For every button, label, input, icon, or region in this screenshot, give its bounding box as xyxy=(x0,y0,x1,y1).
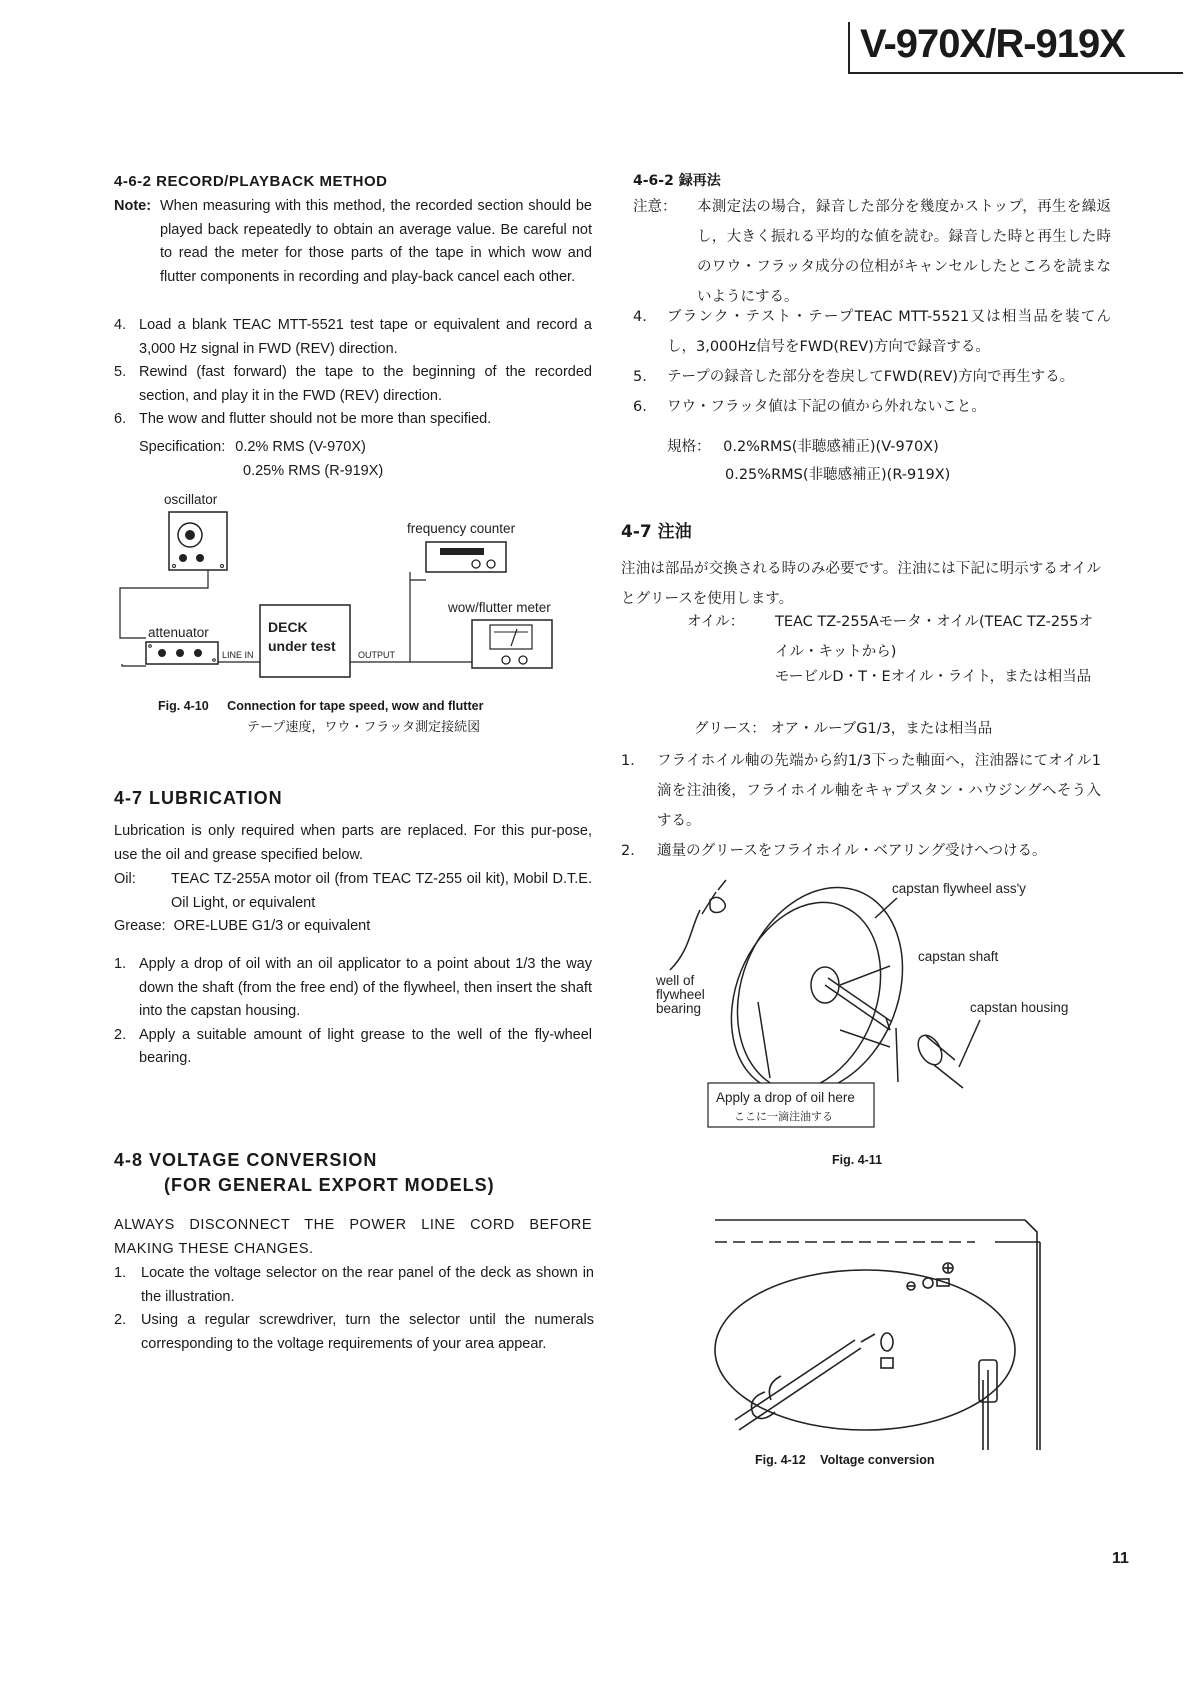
wow-flutter-meter-label: wow/flutter meter xyxy=(448,600,551,615)
list-item: 4. ブランク・テスト・テープTEAC MTT-5521又は相当品を装てんし，3,000Hz信号をFWD(REV)方向で録音する。 xyxy=(633,309,1111,355)
title-divider-horizontal xyxy=(848,72,1183,74)
oil-label: Oil: xyxy=(114,871,136,887)
rear-panel-drawing xyxy=(715,1220,1040,1450)
jp-heading-4-6-2: 4-6-2 録再法 xyxy=(633,173,721,189)
attenuator-icon xyxy=(146,642,218,664)
jp-note-block xyxy=(633,192,1111,312)
jp-record-playback-steps xyxy=(633,302,1111,422)
grease-spec xyxy=(114,915,370,939)
list-item: 1. Apply a drop of oil with an oil applicator to a point about 1/3 the way down the shaft (from the free end) of the flywheel, then insert the shaft into the capstan housing. xyxy=(114,956,592,1019)
jp-spec-value-v970x: 0.2%RMS(非聴感補正)(V-970X) xyxy=(723,439,939,455)
title-divider-vertical xyxy=(848,22,850,74)
list-item: 1. Locate the voltage selector on the rear panel of the deck as shown in the illustration. xyxy=(114,1265,594,1305)
list-item: 2． 適量のグリースをフライホイル・ベアリング受けへつける。 xyxy=(621,843,1047,859)
note-text: When measuring with this method, the recorded section should be played back repeatedly to obtain an average value. Be careful not to read the meter for those parts of the tape in which wow and flutter components in recording and play-back cancel each other. xyxy=(160,198,592,285)
jp-spec-value-r919x: 0.25%RMS(非聴感補正)(R-919X) xyxy=(725,467,951,483)
caption-text: Connection for tape speed, wow and flutter xyxy=(227,699,484,713)
page-number: 11 xyxy=(1112,1550,1129,1567)
connection-diagram xyxy=(110,488,590,688)
model-title: V-970X/R-919X xyxy=(860,22,1125,66)
record-playback-steps xyxy=(114,314,592,432)
jp-spec-label: 規格： xyxy=(667,439,711,455)
jp-lubrication-steps xyxy=(621,746,1101,866)
section-subheading-4-8: (FOR GENERAL EXPORT MODELS) xyxy=(164,1175,495,1195)
list-item: 5. Rewind (fast forward) the tape to the beginning of the recorded section, and play it in the FWD (REV) direction. xyxy=(114,364,592,404)
jp-grease-spec xyxy=(694,714,992,744)
list-item: 5. テープの録音した部分を巻戻してFWD(REV)方向で再生する。 xyxy=(633,369,1075,385)
section-heading-4-6-2: 4-6-2 RECORD/PLAYBACK METHOD xyxy=(114,173,388,190)
list-item: 2. Apply a suitable amount of light grease to the well of the fly-wheel bearing. xyxy=(114,1026,592,1066)
wow-flutter-meter-icon xyxy=(472,620,552,668)
well-label-line-1: well of xyxy=(656,973,695,988)
grease-label: Grease: xyxy=(114,918,166,934)
apply-oil-label: Apply a drop of oil here xyxy=(716,1090,855,1105)
note-label: Note: xyxy=(114,198,152,214)
jp-specification-line-1 xyxy=(667,432,939,462)
oscillator-icon xyxy=(169,512,227,570)
list-item: 4. Load a blank TEAC MTT-5521 test tape or equivalent and record a 3,000 Hz signal in FWD (REV) direction. xyxy=(114,317,592,357)
under-test-label: under test xyxy=(268,638,336,654)
jp-grease-label: グリース： xyxy=(694,721,766,737)
fig-4-11-caption: Fig. 4-11 xyxy=(832,1153,883,1167)
voltage-warning: ALWAYS DISCONNECT THE POWER LINE CORD BEFORE MAKING THESE CHANGES. xyxy=(114,1217,592,1257)
well-label-line-2: flywheel xyxy=(656,987,705,1002)
jp-oil-label: オイル： xyxy=(687,614,745,630)
caption-text: Voltage conversion xyxy=(820,1453,935,1467)
section-heading-4-8: 4-8 VOLTAGE CONVERSION xyxy=(114,1150,378,1170)
grease-text: ORE-LUBE G1/3 or equivalent xyxy=(173,918,371,934)
spec-value-r919x: 0.25% RMS (R-919X) xyxy=(243,463,384,479)
lubrication-intro: Lubrication is only required when parts are replaced. For this pur-pose, use the oil and grease specified below. xyxy=(114,823,592,863)
spec-value-v970x: 0.2% RMS (V-970X) xyxy=(235,439,366,455)
jp-grease-text: オア・ルーブG1/3，または相当品 xyxy=(770,721,993,737)
jp-lubrication-intro: 注油は部品が交換される時のみ必要です。注油には下記に明示するオイルとグリースを使用します。 xyxy=(621,561,1101,607)
oil-spec xyxy=(114,868,592,915)
capstan-housing-label: capstan housing xyxy=(970,1000,1069,1015)
capstan-flywheel-label: capstan flywheel ass'y xyxy=(892,881,1026,896)
frequency-counter-label: frequency counter xyxy=(407,521,516,536)
flywheel-drawing xyxy=(670,870,980,1118)
apply-oil-label-jp: ここに一滴注油する xyxy=(734,1110,833,1123)
list-item: 2. Using a regular screwdriver, turn the selector until the numerals corresponding to the voltage requirements of your area appear. xyxy=(114,1312,594,1352)
flywheel-illustration xyxy=(650,870,1120,1130)
capstan-shaft-label: capstan shaft xyxy=(918,949,999,964)
line-in-label: LINE IN xyxy=(222,650,254,660)
list-item: 1． フライホイル軸の先端から約1/3下った軸面へ，注油器にてオイル1滴を注油後，フライホイル軸をキャプスタン・ハウジングへそう入する。 xyxy=(621,753,1101,829)
lubrication-steps xyxy=(114,953,592,1071)
attenuator-label: attenuator xyxy=(148,625,209,640)
oil-text: TEAC TZ-255A motor oil (from TEAC TZ-255 oil kit), Mobil D.T.E. Oil Light, or equivalent xyxy=(171,871,592,911)
voltage-selector-illustration xyxy=(675,1210,1135,1460)
deck-label: DECK xyxy=(268,619,308,635)
jp-heading-4-7: 4-7 注油 xyxy=(621,522,692,542)
voltage-steps xyxy=(114,1262,594,1356)
list-item: 6. ワウ・フラッタ値は下記の値から外れないこと。 xyxy=(633,399,986,415)
section-heading-4-7: 4-7 LUBRICATION xyxy=(114,788,283,808)
output-label: OUTPUT xyxy=(358,650,395,660)
jp-oil-text-2: モービルD・T・Eオイル・ライト，または相当品 xyxy=(775,669,1092,685)
jp-note-label: 注意： xyxy=(633,199,677,215)
fig-4-10-caption-jp: テープ速度，ワウ・フラッタ測定接続図 xyxy=(247,720,481,735)
specification-line-1 xyxy=(139,436,366,460)
fig-4-10-caption xyxy=(158,697,483,715)
note-block xyxy=(114,195,592,289)
well-label-line-3: bearing xyxy=(656,1001,702,1016)
oscillator-label: oscillator xyxy=(164,492,218,507)
list-item: 6. The wow and flutter should not be more than specified. xyxy=(114,411,492,427)
caption-number: Fig. 4-10 xyxy=(158,699,209,713)
caption-number: Fig. 4-12 xyxy=(755,1453,806,1467)
jp-note-text: 本測定法の場合，録音した部分を幾度かストップ，再生を繰返し，大きく振れる平均的な値を読む。録音した時と再生した時のワウ・フラッタ成分の位相がキャンセルしたところを読まないようにする。 xyxy=(697,199,1111,305)
fig-4-12-caption xyxy=(755,1451,935,1469)
spec-label: Specification: xyxy=(139,439,226,455)
jp-oil-text-1: TEAC TZ-255Aモータ・オイル(TEAC TZ-255オイル・キットから) xyxy=(775,614,1093,660)
frequency-counter-icon xyxy=(426,542,506,572)
